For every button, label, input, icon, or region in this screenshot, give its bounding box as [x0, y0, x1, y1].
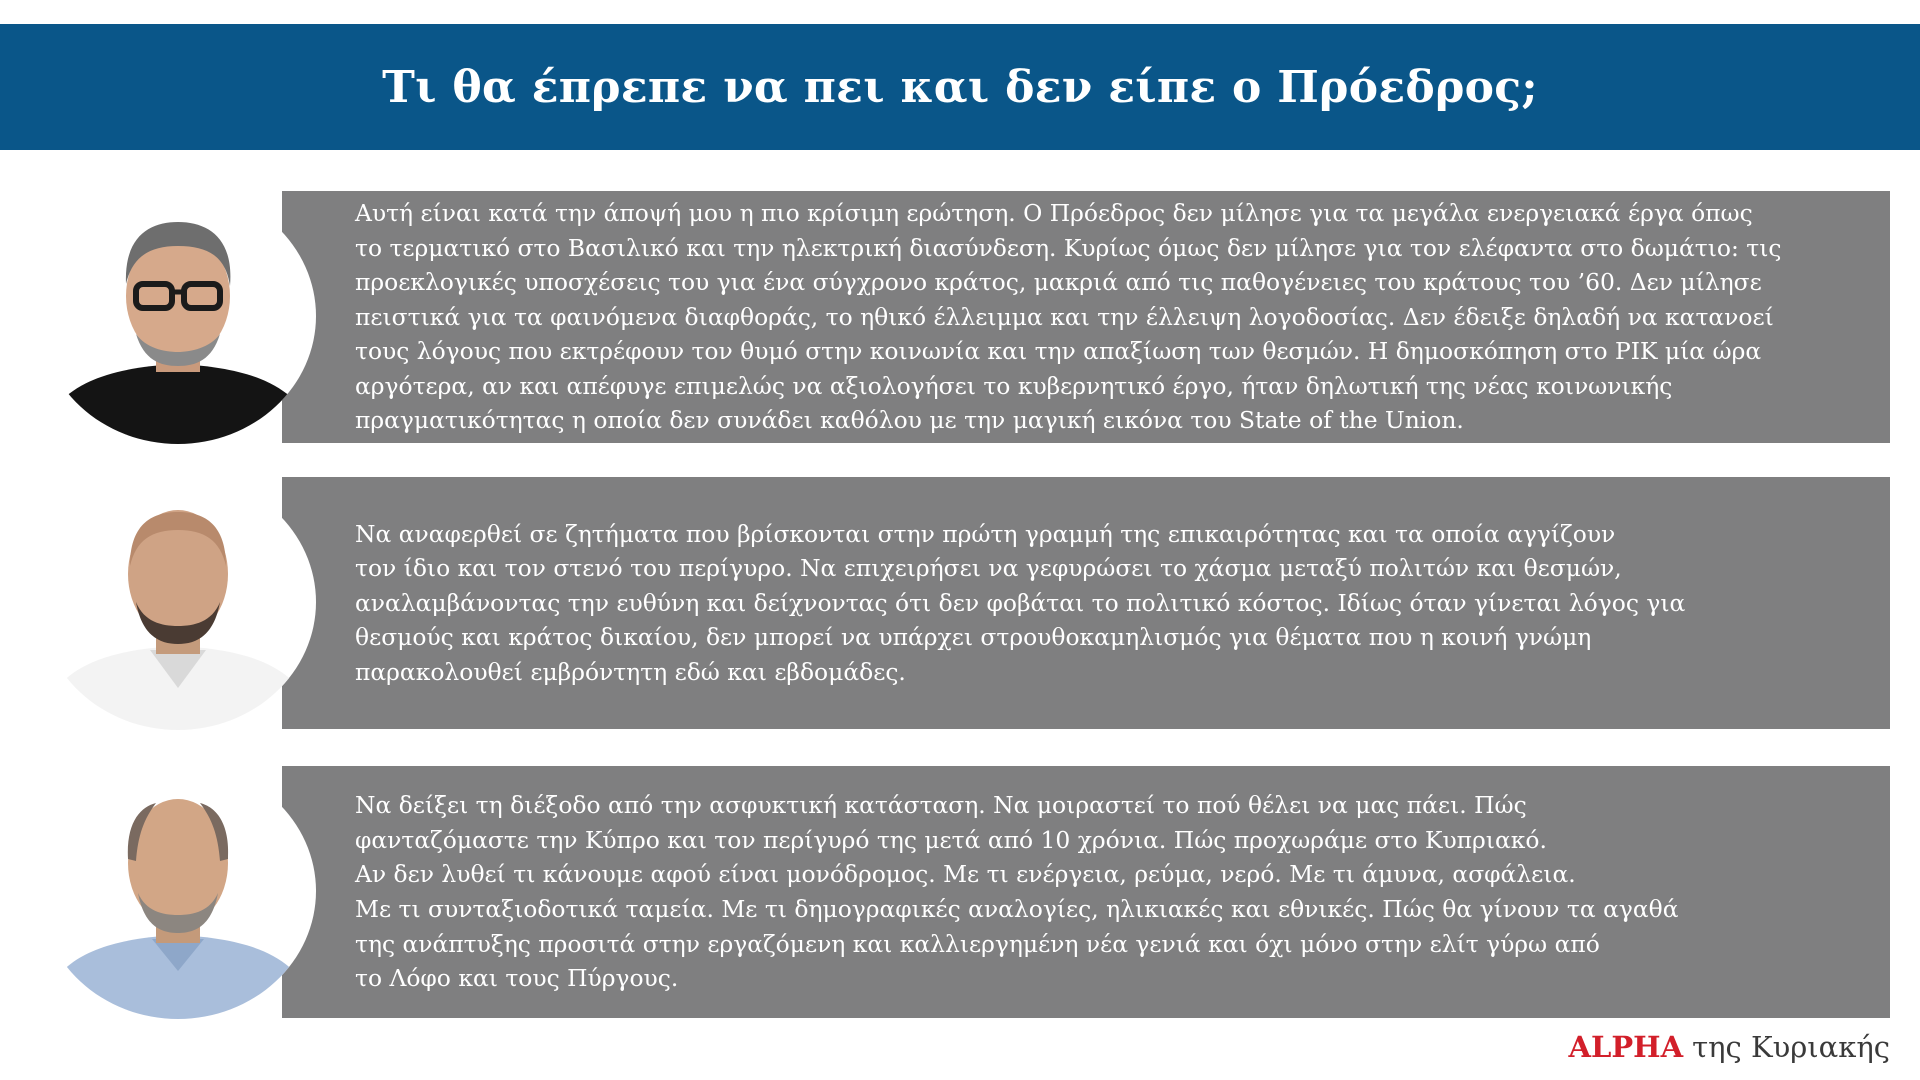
person-glasses-icon: [40, 188, 316, 444]
title-banner: [0, 24, 1920, 150]
person-blue-shirt-icon: [40, 763, 316, 1019]
brand-alpha: ALPHA: [1568, 1030, 1684, 1064]
opinion-text-1: Αυτή είναι κατά την άποψή μου η πιο κρίσιμη ερώτηση. Ο Πρόεδρος δεν μίλησε για τα μεγάλα ενεργειακά έργα όπως το τερματικό στο Βασιλικό και την ηλεκτρική διασύνδεση. Κυρίως όμως δεν μίλησε για τον ελέφαντα στο δωμάτιο: τις προεκλογικές υποσχέσεις του για ένα σύγχρονο κράτος, μακριά από τις παθογένειες του κράτους του ’60. Δεν μίλησε πειστικά για τα φαινόμενα διαφθοράς, το ηθικό έλλειμμα και την έλλειψη λογοδοσίας. Δεν έδειξε δηλαδή να κατανοεί τους λόγους που εκτρέφουν τον θυμό στην κοινωνία και την απαξίωση των θεσμών. Η δημοσκόπηση στο ΡΙΚ μία ώρα αργότερα, αν και απέφυγε επιμελώς να αξιολογήσει το κυβερνητικό έργο, ήταν δηλωτική της νέας κοινωνικής πραγματικότητας η οποία δεν συνάδει καθόλου με την μαγική εικόνα του State of the Union.: [355, 198, 1782, 435]
opinion-panel-3: [282, 766, 1890, 1018]
page-title: Τι θα έπρεπε να πει και δεν είπε ο Πρόεδρος;: [382, 61, 1538, 113]
opinion-panel-2: [282, 477, 1890, 729]
opinion-text-2: Να αναφερθεί σε ζητήματα που βρίσκονται στην πρώτη γραμμή της επικαιρότητας και τα οποία αγγίζουν τον ίδιο και τον στενό του περίγυρο. Να επιχειρήσει να γεφυρώσει το χάσμα μεταξύ πολιτών και θεσμών, αναλαμβάνοντας την ευθύνη και δείχνοντας ότι δεν φοβάται το πολιτικό κόστος. Ιδίως όταν γίνεται λόγος για θεσμούς και κράτος δικαίου, δεν μπορεί να υπάρχει στρουθοκαμηλισμός για θέματα που η κοινή γνώμη παρακολουθεί εμβρόντητη εδώ και εβδομάδες.: [355, 519, 1686, 686]
portrait-2: [40, 474, 316, 730]
portrait-1: [40, 188, 316, 444]
person-white-shirt-icon: [40, 474, 316, 730]
opinion-panel-1: [282, 191, 1890, 443]
brand-logo: [1568, 1030, 1890, 1064]
portrait-3: [40, 763, 316, 1019]
opinion-text-3: Να δείξει τη διέξοδο από την ασφυκτική κατάσταση. Να μοιραστεί το πού θέλει να μας πάει. Πώς φανταζόμαστε την Κύπρο και τον περίγυρό της μετά από 10 χρόνια. Πώς προχωράμε στο Κυπριακό. Αν δεν λυθεί τι κάνουμε αφού είναι μονόδρομος. Με τι ενέργεια, ρεύμα, νερό. Με τι άμυνα, ασφάλεια. Με τι συνταξιοδοτικά ταμεία. Με τι δημογραφικές αναλογίες, ηλικιακές και εθνικές. Πώς θα γίνουν τα αγαθά της ανάπτυξης προσιτά στην εργαζόμενη και καλλιεργημένη νέα γενιά και όχι μόνο στην ελίτ γύρω από το Λόφο και τους Πύργους.: [355, 791, 1679, 993]
brand-kyriakis: της Κυριακής: [1692, 1030, 1890, 1064]
